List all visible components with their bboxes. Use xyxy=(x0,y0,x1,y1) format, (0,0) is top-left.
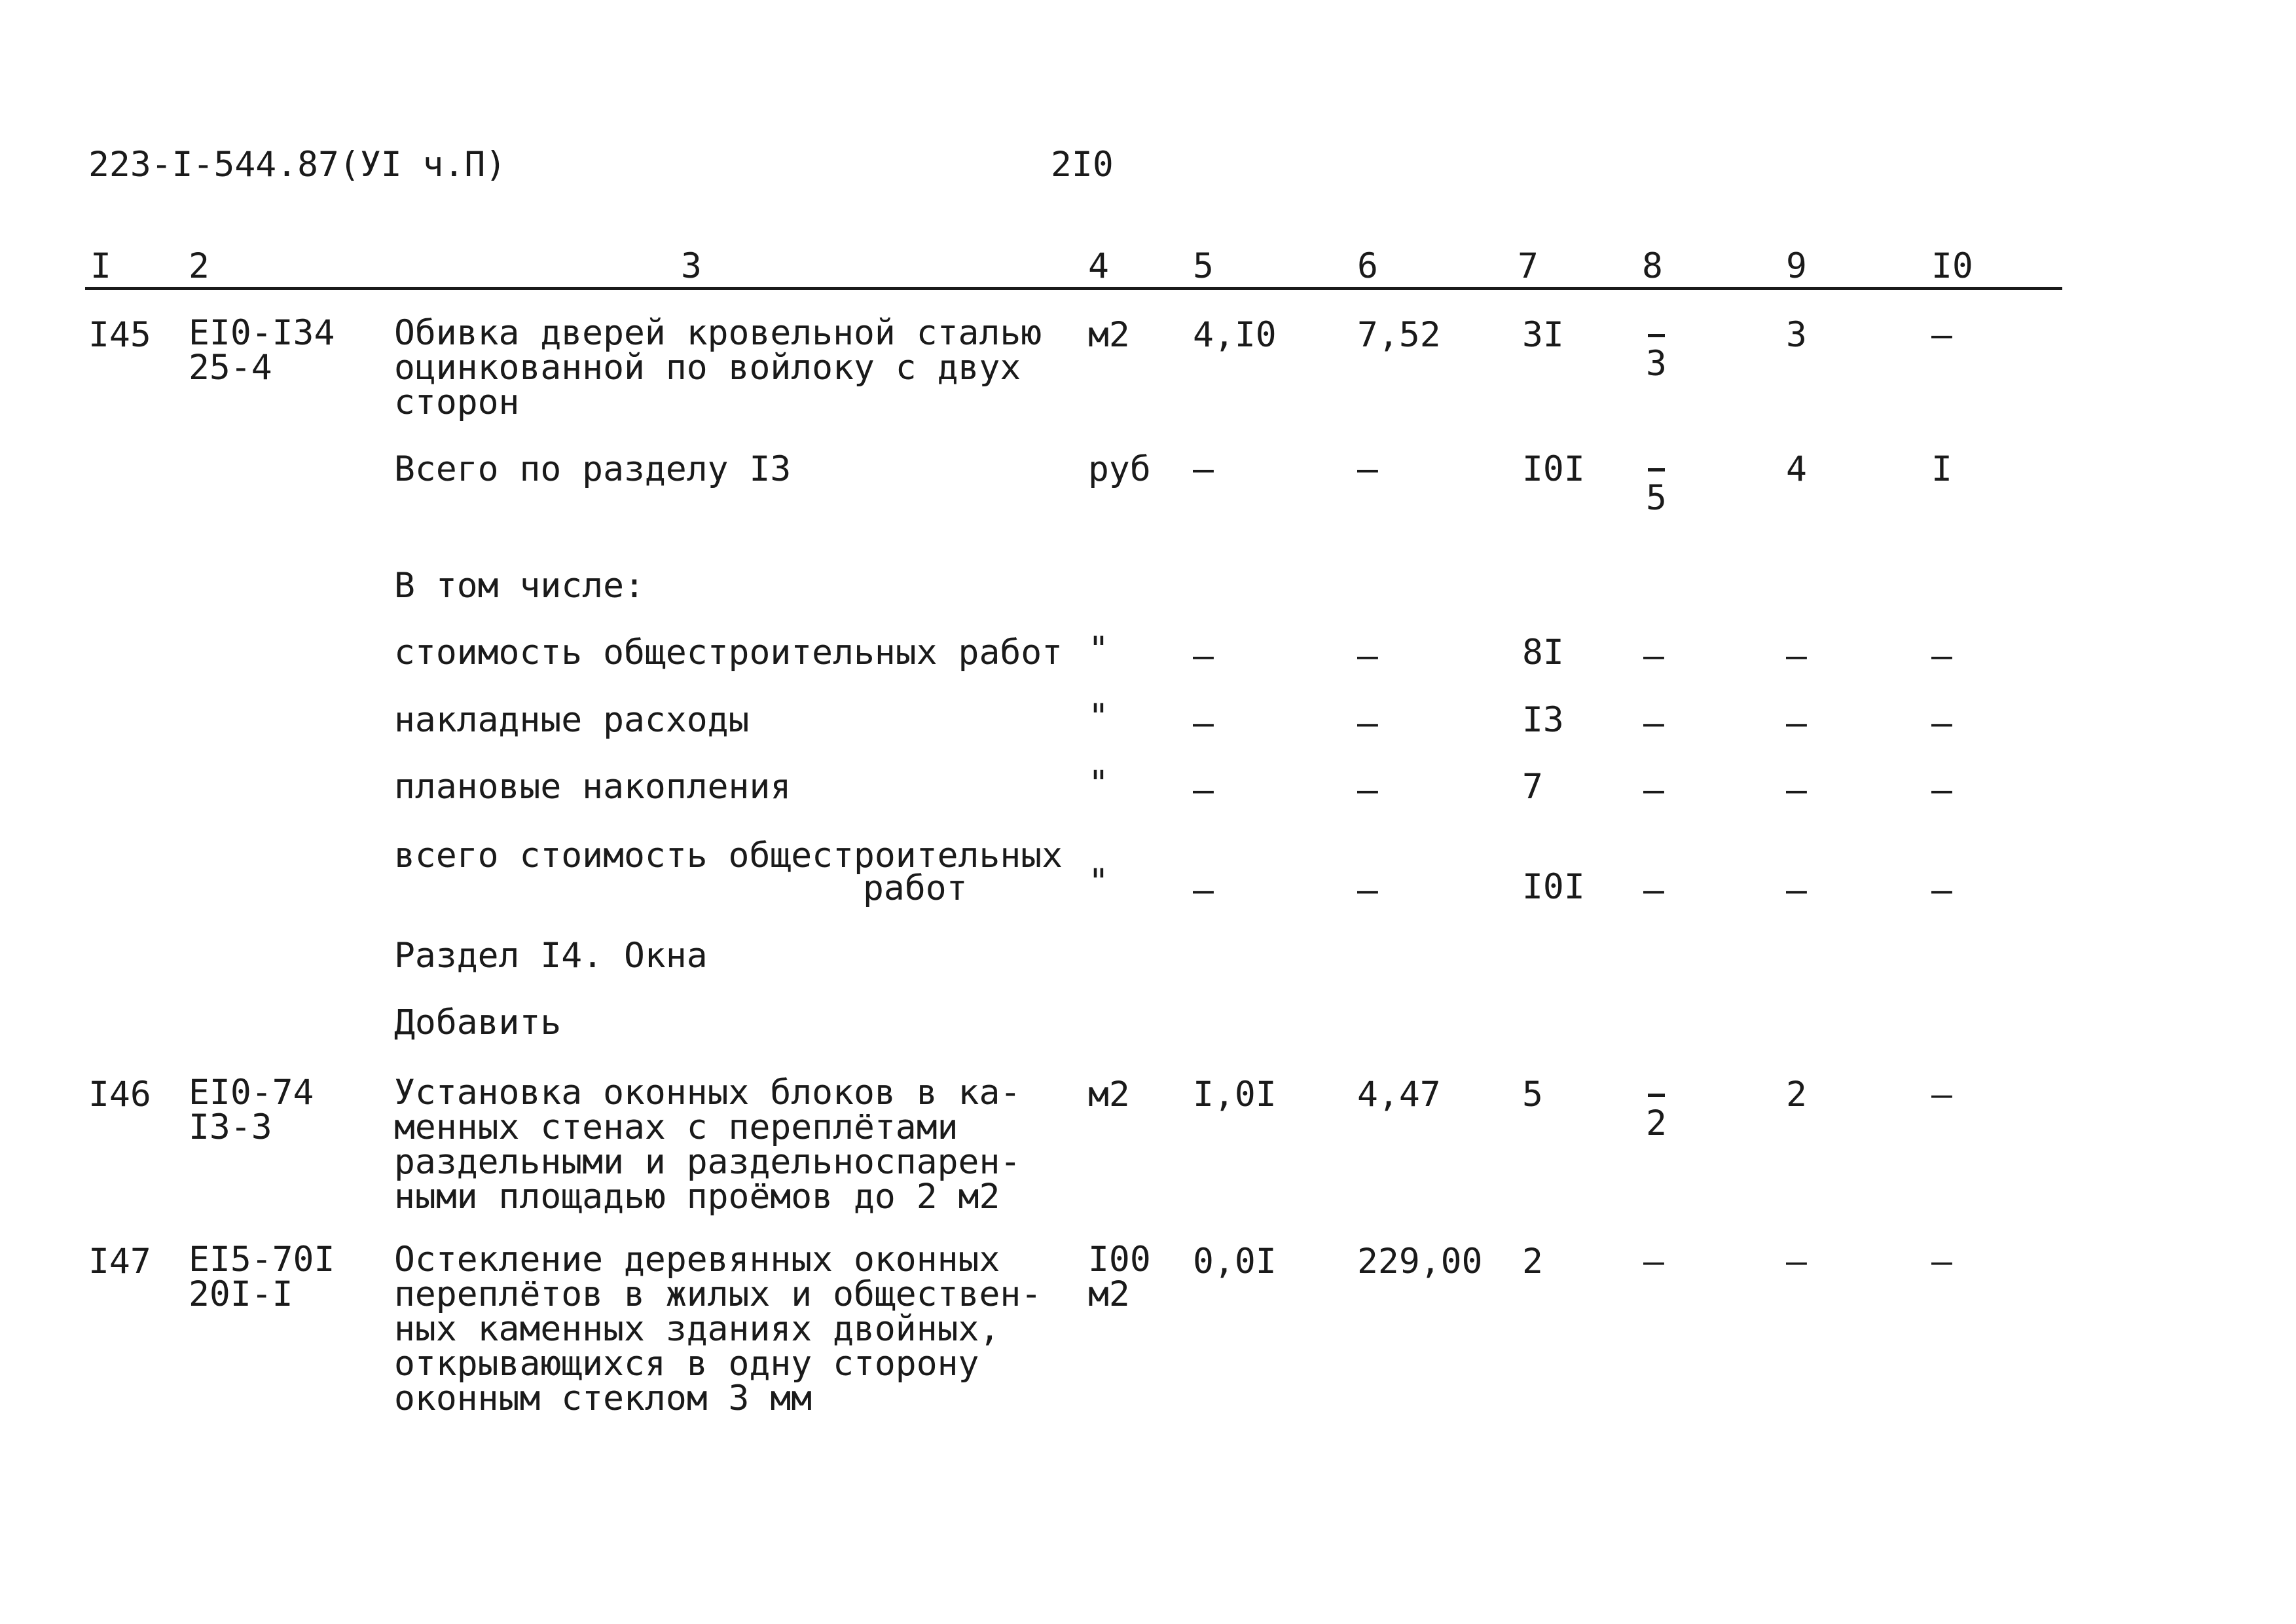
column-8-value: – xyxy=(1643,703,1664,743)
column-9-value: – xyxy=(1786,636,1807,676)
total-cost: I3 xyxy=(1522,700,1564,740)
column-header: 9 xyxy=(1786,246,1807,286)
column-header: I0 xyxy=(1931,246,1973,286)
unit-price: – xyxy=(1357,636,1378,676)
fraction-value xyxy=(1637,1080,1676,1141)
column-10-value: – xyxy=(1931,703,1952,743)
unit-price: 7,52 xyxy=(1357,315,1441,355)
quantity: – xyxy=(1193,870,1214,910)
fraction-denominator: 3 xyxy=(1646,344,1667,384)
header-rule xyxy=(85,287,2062,290)
unit: м2 xyxy=(1088,315,1130,355)
quantity: 0,0I xyxy=(1193,1242,1277,1282)
ditto-mark: " xyxy=(1088,764,1109,803)
fraction-bar xyxy=(1648,468,1665,471)
column-10-value: – xyxy=(1931,636,1952,676)
unit: I00 м2 xyxy=(1088,1240,1151,1314)
unit-price: – xyxy=(1357,449,1378,489)
column-header: 6 xyxy=(1357,246,1378,286)
fraction-denominator: 2 xyxy=(1646,1103,1667,1143)
column-header: 2 xyxy=(189,246,210,286)
unit-price: – xyxy=(1357,770,1378,810)
unit: руб xyxy=(1088,449,1151,489)
unit-price: – xyxy=(1357,703,1378,743)
total-cost: 8I xyxy=(1522,633,1564,673)
unit: м2 xyxy=(1088,1075,1130,1115)
total-cost: I0I xyxy=(1522,867,1585,907)
row-number: I47 xyxy=(88,1242,151,1282)
ditto-mark: " xyxy=(1088,862,1109,902)
fraction-value xyxy=(1637,455,1676,518)
column-header: 5 xyxy=(1193,246,1214,286)
column-8-value: – xyxy=(1643,636,1664,676)
ditto-mark: " xyxy=(1088,697,1109,737)
column-header: 4 xyxy=(1088,246,1109,286)
cost-item-label: стоимость общестроительных работ xyxy=(394,633,1063,673)
rate-code: EI0-I34 25-4 xyxy=(189,313,335,388)
quantity: – xyxy=(1193,703,1214,743)
cost-item-label: всего стоимость общестроительных xyxy=(394,836,1063,876)
including-label: В том числе: xyxy=(394,566,645,606)
column-9-value: 2 xyxy=(1786,1075,1807,1115)
column-9-value: – xyxy=(1786,770,1807,810)
unit-price: 229,00 xyxy=(1357,1242,1483,1282)
total-cost: 7 xyxy=(1522,767,1543,807)
quantity: – xyxy=(1193,449,1214,489)
fraction-bar xyxy=(1648,334,1665,337)
fraction-bar xyxy=(1648,1094,1665,1097)
column-10-value: – xyxy=(1931,1075,1952,1115)
column-10-value: – xyxy=(1931,1242,1952,1282)
column-header: 7 xyxy=(1518,246,1539,286)
column-8-value: – xyxy=(1643,870,1664,910)
column-10-value: – xyxy=(1931,315,1952,355)
column-9-value: 4 xyxy=(1786,449,1807,489)
quantity: – xyxy=(1193,636,1214,676)
total-cost: I0I xyxy=(1522,449,1585,489)
column-header: 3 xyxy=(681,246,702,286)
total-cost: 2 xyxy=(1522,1242,1543,1282)
quantity: 4,I0 xyxy=(1193,315,1277,355)
rate-code: EI5-70I 20I-I xyxy=(189,1240,335,1314)
document-code: 223-I-544.87(УI ч.П) xyxy=(88,145,507,185)
column-10-value: – xyxy=(1931,870,1952,910)
column-9-value: – xyxy=(1786,703,1807,743)
unit-price: 4,47 xyxy=(1357,1075,1441,1115)
column-8-value: – xyxy=(1643,1242,1664,1282)
add-label: Добавить xyxy=(394,1003,562,1043)
column-9-value: 3 xyxy=(1786,315,1807,355)
work-description: Установка оконных блоков в ка- менных стенах с переплётами раздельными и раздельноспарен- ными площадью проёмов до 2 м2 xyxy=(394,1073,1021,1217)
unit-price: – xyxy=(1357,870,1378,910)
cost-item-label: плановые накопления xyxy=(394,767,792,807)
quantity: – xyxy=(1193,770,1214,810)
fraction-value xyxy=(1637,321,1676,384)
section-total-label: Всего по разделу I3 xyxy=(394,449,792,489)
row-number: I46 xyxy=(88,1075,151,1115)
ditto-mark: " xyxy=(1088,629,1109,669)
rate-code: EI0-74 I3-3 xyxy=(189,1073,314,1147)
column-9-value: – xyxy=(1786,870,1807,910)
column-10-value: I xyxy=(1931,449,1952,489)
quantity: I,0I xyxy=(1193,1075,1277,1115)
column-header: 8 xyxy=(1642,246,1663,286)
column-10-value: – xyxy=(1931,770,1952,810)
work-description: Обивка дверей кровельной сталью оцинкованной по войлоку с двух сторон xyxy=(394,313,1042,422)
cost-item-label: накладные расходы xyxy=(394,700,750,740)
row-number: I45 xyxy=(88,315,151,355)
column-8-value: – xyxy=(1643,770,1664,810)
cost-item-label-continuation: работ xyxy=(863,868,968,908)
total-cost: 3I xyxy=(1522,315,1564,355)
work-description: Остекление деревянных оконных переплётов в жилых и обществен- ных каменных зданиях двойных, открывающихся в одну сторону оконным стеклом 3 мм xyxy=(394,1240,1042,1418)
column-9-value: – xyxy=(1786,1242,1807,1282)
section-heading: Раздел I4. Окна xyxy=(394,936,708,976)
fraction-denominator: 5 xyxy=(1646,478,1667,518)
page-number: 2I0 xyxy=(1051,145,1114,185)
total-cost: 5 xyxy=(1522,1075,1543,1115)
column-header: I xyxy=(90,246,111,286)
